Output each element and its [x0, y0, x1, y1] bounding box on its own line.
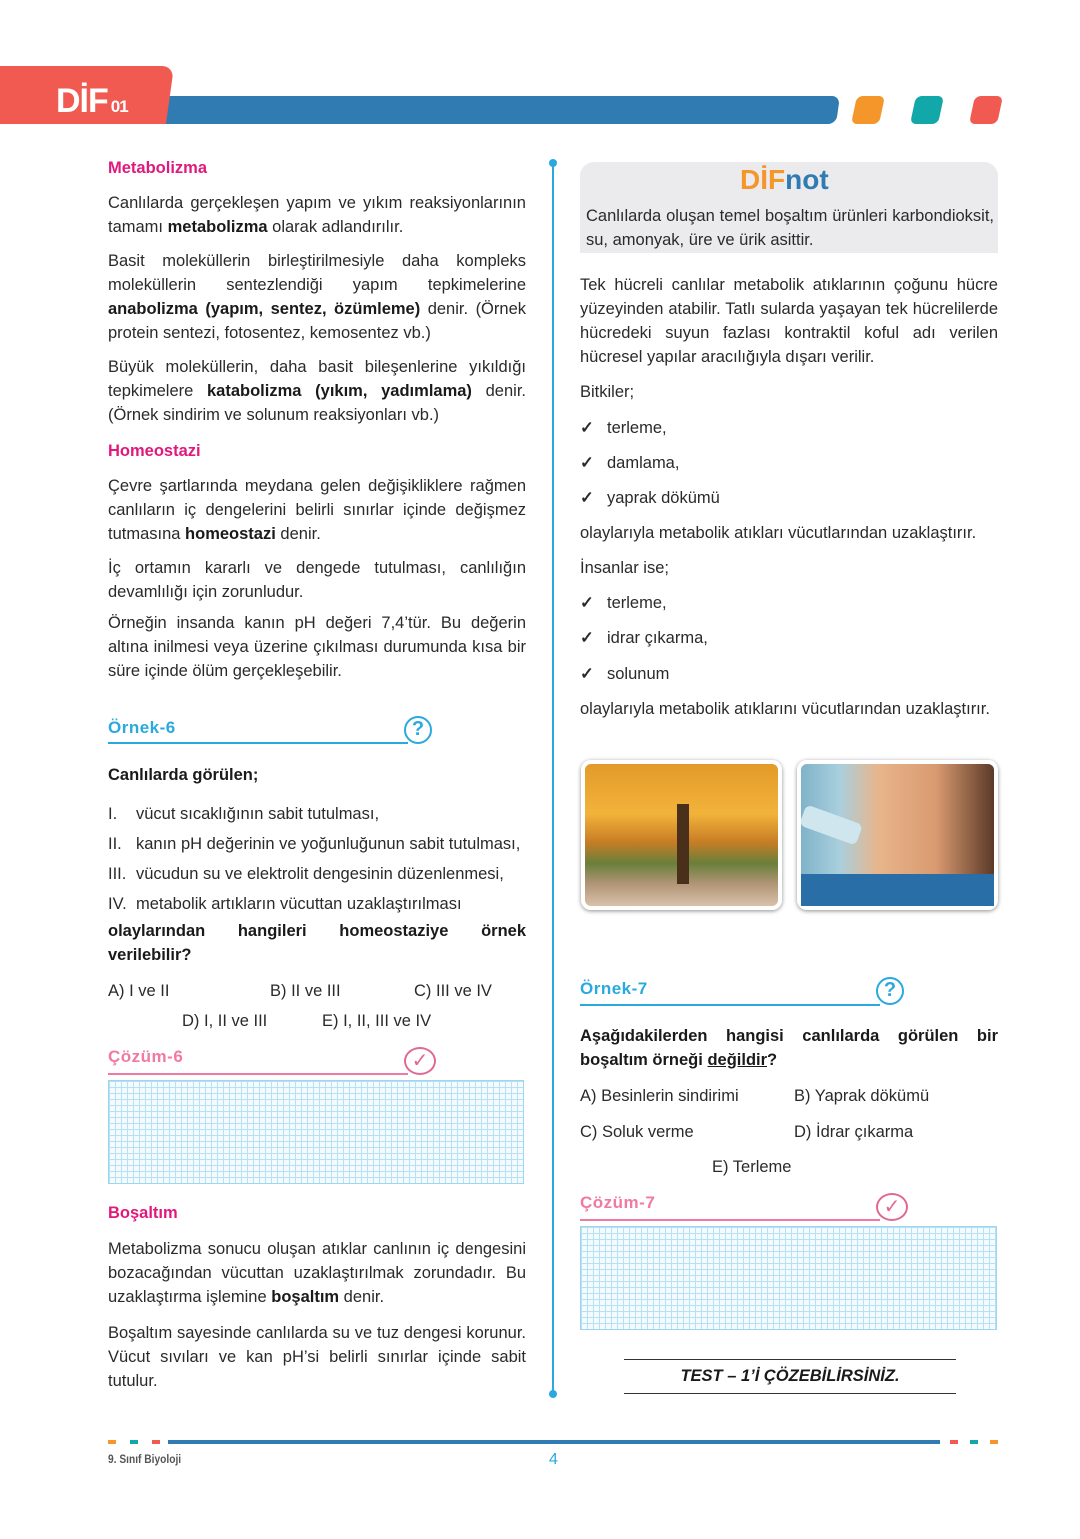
- list-item: III. vücudun su ve elektrolit dengesinin düzenlenmesi,: [108, 865, 504, 883]
- paragraph-anabolism: Basit moleküllerin birleştirilmesiyle daha kompleks moleküllerin sentezlendiği yapım tepkimelerine anabolizma (yapım, sentez, özümleme) denir. (Örnek protein sentezi, fotosentez, kemosentez vb.): [108, 252, 526, 342]
- check-icon: ✓: [580, 665, 594, 683]
- check-icon: ✓: [580, 489, 594, 507]
- list-item: ✓ solunum: [580, 662, 669, 686]
- paragraph-unicellular: Tek hücreli canlılar metabolik atıklarının çoğunu hücre yüzeyinden atabilir. Tatlı sularda yaşayan tek hücrelilerde hücredeki suyun fazlası kontraktil koful adı verilen hücresel yapılar aracılığıyla dışarı verilir.: [580, 276, 998, 366]
- plants-conclusion: olaylarıyla metabolik atıkları vücutlarından uzaklaştırır.: [580, 524, 977, 542]
- option-b[interactable]: B) Yaprak dökümü: [794, 1087, 930, 1105]
- list-item: IV. metabolik artıkların vücuttan uzaklaştırılması: [108, 895, 462, 913]
- dif-note-text: Canlılarda oluşan temel boşaltım ürünleri karbondioksit, su, amonyak, üre ve ürik asittir.: [586, 207, 994, 249]
- example-6-stem: Canlılarda görülen;: [108, 766, 259, 784]
- page-number: 4: [549, 1451, 558, 1468]
- option-d[interactable]: D) I, II ve III: [182, 1012, 268, 1030]
- heading-bosaltim: Boşaltım: [108, 1204, 178, 1222]
- solution-6-underline: [108, 1073, 408, 1075]
- example-7-title: Örnek-7: [580, 979, 648, 998]
- question-icon: ?: [876, 977, 904, 1005]
- footer-dash: [950, 1440, 958, 1444]
- list-item: ✓ yaprak dökümü: [580, 486, 720, 510]
- paragraph-metabolism: Canlılarda gerçekleşen yapım ve yıkım reaksiyonlarının tamamı metabolizma olarak adlandırılır.: [108, 194, 526, 236]
- plants-label: Bitkiler;: [580, 383, 635, 401]
- option-e[interactable]: E) Terleme: [712, 1158, 792, 1176]
- humans-conclusion: olaylarıyla metabolik atıklarını vücutlarından uzaklaştırır.: [580, 700, 990, 718]
- solution-6-title: Çözüm-6: [108, 1047, 184, 1066]
- option-d[interactable]: D) İdrar çıkarma: [794, 1123, 914, 1141]
- example-7-underline: [580, 1004, 880, 1006]
- header-logo: DİF 01: [56, 82, 128, 120]
- option-a[interactable]: A) Besinlerin sindirimi: [580, 1087, 739, 1105]
- solution-7-grid[interactable]: [580, 1226, 997, 1330]
- check-circle-icon: ✓: [404, 1047, 436, 1075]
- list-item: ✓ idrar çıkarma,: [580, 626, 708, 650]
- footer-dash: [970, 1440, 978, 1444]
- list-item: ✓ terleme,: [580, 591, 667, 615]
- footer-dash: [130, 1440, 138, 1444]
- child-drinking-water-image: [797, 760, 998, 910]
- list-item: I. vücut sıcaklığının sabit tutulması,: [108, 805, 380, 823]
- example-6-question: olaylarından hangileri homeostaziye örnek verilebilir?: [108, 922, 526, 964]
- paragraph-catabolism: Büyük moleküllerin, daha basit bileşenlerine yıkıldığı tepkimelere katabolizma (yıkım, yadımlama) denir. (Örnek sindirim ve solunum reaksiyonları vb.): [108, 358, 526, 424]
- option-e[interactable]: E) I, II, III ve IV: [322, 1012, 432, 1030]
- paragraph-ph-example: Örneğin insanda kanın pH değeri 7,4’tür. Bu değerin altına inilmesi veya üzerine çıkılması durumunda kısa bir süre içinde ölüm gerçekleşebilir.: [108, 614, 526, 680]
- heading-metabolizma: Metabolizma: [108, 159, 208, 177]
- header-teal-tab: [910, 96, 944, 124]
- header-red-tab: [969, 96, 1003, 124]
- dif-note-logo: DİFnot: [740, 164, 829, 195]
- paragraph-balance: Boşaltım sayesinde canlılarda su ve tuz dengesi korunur. Vücut sıvıları ve kan pH’si belirli sınırlar içinde sabit tutulur.: [108, 1324, 526, 1390]
- check-icon: ✓: [580, 454, 594, 472]
- header-orange-tab: [851, 96, 885, 124]
- check-icon: ✓: [580, 629, 594, 647]
- check-icon: ✓: [580, 419, 594, 437]
- check-circle-icon: ✓: [876, 1193, 908, 1221]
- footer-dash: [108, 1440, 116, 1444]
- divider-dot-bottom: [549, 1390, 557, 1398]
- list-item: II. kanın pH değerinin ve yoğunluğunun sabit tutulması,: [108, 835, 521, 853]
- divider-dot-top: [549, 159, 557, 167]
- solution-7-underline: [580, 1219, 880, 1221]
- header-blue-bar: [138, 96, 840, 124]
- check-icon: ✓: [580, 594, 594, 612]
- list-item: ✓ damlama,: [580, 451, 679, 475]
- example-7-question: Aşağıdakilerden hangisi canlılarda görülen bir boşaltım örneği değildir?: [580, 1027, 998, 1069]
- option-c[interactable]: C) III ve IV: [414, 982, 492, 1000]
- humans-label: İnsanlar ise;: [580, 559, 669, 577]
- option-b[interactable]: B) II ve III: [270, 982, 341, 1000]
- footer-dash: [152, 1440, 160, 1444]
- example-6-items: [108, 799, 538, 919]
- solution-7-title: Çözüm-7: [580, 1193, 656, 1212]
- example-6-underline: [108, 742, 408, 744]
- footer-bar: [168, 1440, 940, 1444]
- autumn-tree-image: [581, 760, 782, 910]
- footer-book-title: 9. Sınıf Biyoloji: [108, 1452, 182, 1466]
- test-callout: TEST – 1’İ ÇÖZEBİLİRSİNİZ.: [624, 1359, 956, 1394]
- column-divider: [552, 162, 554, 1394]
- paragraph-homeostasis: Çevre şartlarında meydana gelen değişikliklere rağmen canlıların iç dengelerini belirli sınırlar içinde değişmez tutmasına homeostazi denir.: [108, 477, 526, 543]
- option-c[interactable]: C) Soluk verme: [580, 1123, 694, 1141]
- paragraph-excretion: Metabolizma sonucu oluşan atıklar canlının iç dengesini bozacağından vücuttan uzaklaştırılmak zorundadır. Bu uzaklaştırma işlemine boşaltım denir.: [108, 1240, 526, 1306]
- solution-6-grid[interactable]: [108, 1080, 524, 1184]
- footer-dash: [990, 1440, 998, 1444]
- option-a[interactable]: A) I ve II: [108, 982, 170, 1000]
- heading-homeostazi: Homeostazi: [108, 442, 201, 460]
- paragraph-stability: İç ortamın kararlı ve dengede tutulması, canlılığın devamlılığı için zorunludur.: [108, 559, 526, 601]
- question-icon: ?: [404, 716, 432, 744]
- list-item: ✓ terleme,: [580, 416, 667, 440]
- example-6-title: Örnek-6: [108, 718, 176, 737]
